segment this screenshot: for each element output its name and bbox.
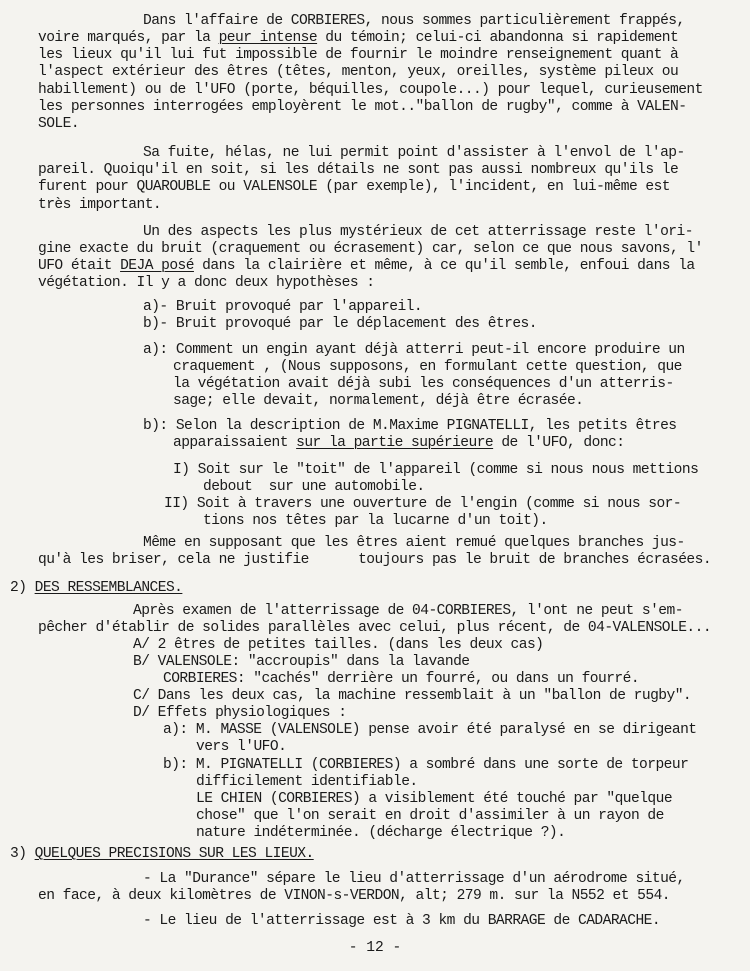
para2-line4: très important. <box>38 197 162 213</box>
section3-heading <box>10 846 314 863</box>
hypothesis-a: a)- Bruit provoqué par l'appareil. <box>143 299 423 315</box>
para1-line3: les lieux qu'il lui fut impossible de fournir le moindre renseignement quant à <box>38 47 679 63</box>
section2-heading <box>10 580 182 597</box>
option-ii-line2: tions nos têtes par la lucarne d'un toit). <box>203 513 548 529</box>
text: de l'UFO, donc: <box>493 435 625 451</box>
para1-line4: l'aspect extérieur des êtres (têtes, menton, yeux, oreilles, système pileux ou <box>38 64 679 80</box>
para3-line4: végétation. Il y a donc deux hypothèses : <box>38 275 375 291</box>
para1-line6: les personnes interrogées employèrent le mot.."ballon de rugby", comme à VALEN- <box>38 99 687 115</box>
page-number: - 12 - <box>348 940 402 956</box>
section-number: 3) <box>10 846 35 862</box>
item-d: D/ Effets physiologiques : <box>133 705 347 721</box>
item-d-a-line2: vers l'UFO. <box>196 739 287 755</box>
item-d-b-line2: difficilement identifiable. <box>196 774 418 790</box>
item-a: A/ 2 êtres de petites tailles. (dans les deux cas) <box>133 637 544 653</box>
para1-line7: SOLE. <box>38 116 80 132</box>
answer-a-line2: craquement , (Nous supposons, en formulant cette question, que <box>173 359 682 375</box>
underlined-text: sur la partie supérieure <box>296 435 494 451</box>
section-number: 2) <box>10 580 35 596</box>
item-d-b-line4: chose" que l'on serait en droit d'assimiler à un rayon de <box>196 808 664 824</box>
para2-line3: furent pour QUAROUBLE ou VALENSOLE (par exemple), l'incident, en lui-même est <box>38 179 670 195</box>
option-ii-line1: II) Soit à travers une ouverture de l'engin (comme si nous sor- <box>164 496 682 512</box>
text: voire marqués, par la <box>38 30 219 46</box>
answer-a-line1: a): Comment un engin ayant déjà atterri peut-il encore produire un <box>143 342 685 358</box>
hypothesis-b: b)- Bruit provoqué par le déplacement des êtres. <box>143 316 537 332</box>
para4-line2: qu'à les briser, cela ne justifie toujours pas le bruit de branches écrasées. <box>38 552 712 568</box>
answer-a-line3: la végétation avait déjà subi les conséquences d'un atterris- <box>173 376 674 392</box>
para2-line1: Sa fuite, hélas, ne lui permit point d'assister à l'envol de l'ap- <box>143 145 685 161</box>
answer-b-line1: b): Selon la description de M.Maxime PIGNATELLI, les petits êtres <box>143 418 677 434</box>
para3-line2: gine exacte du bruit (craquement ou écrasement) car, selon ce que nous savons, l' <box>38 241 703 257</box>
underlined-text: peur intense <box>218 30 318 46</box>
section2-line2: pêcher d'établir de solides parallèles avec celui, plus récent, de 04-VALENSOLE... <box>38 620 712 636</box>
section3-line2: en face, à deux kilomètres de VINON-s-VERDON, alt; 279 m. sur la N552 et 554. <box>38 888 670 904</box>
item-b-line2: CORBIERES: "cachés" derrière un fourré, ou dans un fourré. <box>163 671 640 687</box>
item-c: C/ Dans les deux cas, la machine ressemblait à un "ballon de rugby". <box>133 688 692 704</box>
section3-line3: - Le lieu de l'atterrissage est à 3 km du BARRAGE de CADARACHE. <box>143 913 661 929</box>
para1-line1: Dans l'affaire de CORBIERES, nous sommes particulièrement frappés, <box>143 13 685 29</box>
text: dans la clairière et même, à ce qu'il semble, enfoui dans la <box>193 258 695 274</box>
section-title: QUELQUES PRECISIONS SUR LES LIEUX. <box>34 846 314 862</box>
item-d-b-line1: b): M. PIGNATELLI (CORBIERES) a sombré dans une sorte de torpeur <box>163 757 689 773</box>
section2-line1: Après examen de l'atterrissage de 04-CORBIERES, l'ont ne peut s'em- <box>133 603 683 619</box>
item-b-line1: B/ VALENSOLE: "accroupis" dans la lavande <box>133 654 470 670</box>
para1-line5: habillement) ou de l'UFO (porte, béquilles, coupole...) pour lequel, curieusement <box>38 82 703 98</box>
para4-line1: Même en supposant que les êtres aient remué quelques branches jus- <box>143 535 685 551</box>
option-i-line2: debout sur une automobile. <box>203 479 425 495</box>
item-d-b-line5: nature indéterminée. (décharge électrique ?). <box>196 825 566 841</box>
para2-line2: pareil. Quoiqu'il en soit, si les détails ne sont pas aussi nombreux qu'ils le <box>38 162 679 178</box>
underlined-text: DEJA posé <box>120 258 194 274</box>
section-title: DES RESSEMBLANCES. <box>34 580 183 596</box>
answer-a-line4: sage; elle devait, normalement, déjà être écrasée. <box>173 393 584 409</box>
para3-line3 <box>38 258 695 275</box>
section3-line1: - La "Durance" sépare le lieu d'atterrissage d'un aérodrome situé, <box>143 871 685 887</box>
text: apparaissaient <box>173 435 297 451</box>
para1-line2 <box>38 30 678 47</box>
option-i-line1: I) Soit sur le "toit" de l'appareil (comme si nous nous mettions <box>173 462 699 478</box>
para3-line1: Un des aspects les plus mystérieux de cet atterrissage reste l'ori- <box>143 224 693 240</box>
answer-b-line2 <box>173 435 624 452</box>
text: UFO était <box>38 258 121 274</box>
item-d-a-line1: a): M. MASSE (VALENSOLE) pense avoir été paralysé en se dirigeant <box>163 722 697 738</box>
text: du témoin; celui-ci abandonna si rapidement <box>317 30 679 46</box>
item-d-b-line3: LE CHIEN (CORBIERES) a visiblement été touché par "quelque <box>196 791 673 807</box>
